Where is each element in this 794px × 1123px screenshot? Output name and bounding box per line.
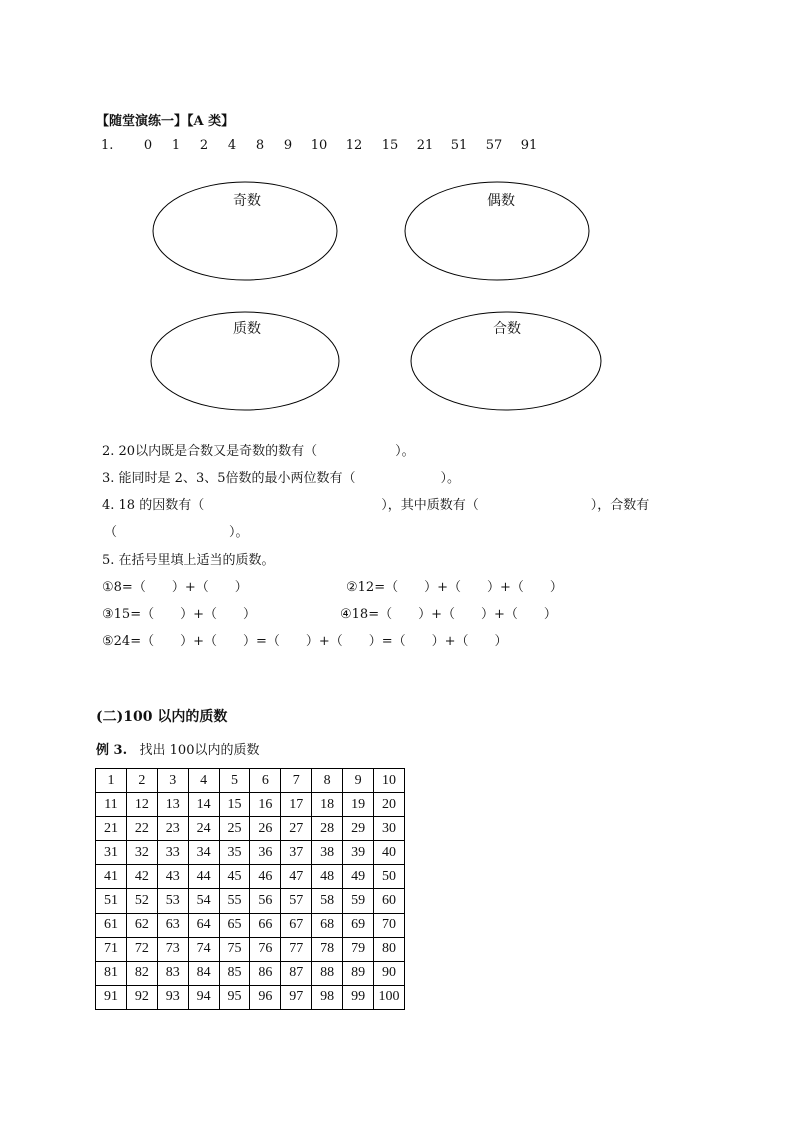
grid-cell: 81 [96, 961, 127, 985]
grid-cell: 58 [312, 889, 343, 913]
grid-cell: 99 [343, 985, 374, 1009]
composite-oval-label: 合数 [493, 321, 521, 337]
grid-cell: 67 [281, 913, 312, 937]
grid-cell: 9 [343, 769, 374, 793]
grid-cell: 98 [312, 985, 343, 1009]
grid-cell: 89 [343, 961, 374, 985]
example-label: 例 3. [96, 743, 128, 758]
grid-cell: 45 [219, 865, 250, 889]
grid-cell: 7 [281, 769, 312, 793]
grid-cell: 85 [219, 961, 250, 985]
grid-cell: 52 [126, 889, 157, 913]
hundred-grid [95, 768, 405, 1010]
equation-1: ①8=（ ）+（ ） [102, 580, 248, 595]
grid-cell: 18 [312, 793, 343, 817]
grid-cell: 48 [312, 865, 343, 889]
grid-cell: 76 [250, 937, 281, 961]
grid-cell: 82 [126, 961, 157, 985]
grid-cell: 12 [126, 793, 157, 817]
q1-number: 0 [143, 138, 153, 153]
q1-number: 21 [416, 138, 434, 153]
q1-number: 57 [485, 138, 503, 153]
grid-cell: 71 [96, 937, 127, 961]
grid-cell: 72 [126, 937, 157, 961]
grid-cell: 28 [312, 817, 343, 841]
grid-cell: 24 [188, 817, 219, 841]
grid-cell: 66 [250, 913, 281, 937]
grid-cell: 100 [374, 985, 405, 1009]
grid-cell: 95 [219, 985, 250, 1009]
even-oval-label: 偶数 [487, 193, 515, 209]
grid-cell: 29 [343, 817, 374, 841]
q1-number: 51 [450, 138, 468, 153]
grid-cell: 59 [343, 889, 374, 913]
grid-cell: 36 [250, 841, 281, 865]
grid-cell: 91 [96, 985, 127, 1009]
grid-cell: 57 [281, 889, 312, 913]
grid-cell: 31 [96, 841, 127, 865]
example-3 [96, 739, 259, 758]
grid-cell: 83 [157, 961, 188, 985]
q1-number: 91 [520, 138, 538, 153]
grid-cell: 8 [312, 769, 343, 793]
grid-cell: 49 [343, 865, 374, 889]
q1-number: 8 [255, 138, 265, 153]
grid-cell: 68 [312, 913, 343, 937]
grid-cell: 40 [374, 841, 405, 865]
grid-row [96, 793, 405, 817]
grid-cell: 60 [374, 889, 405, 913]
grid-cell: 32 [126, 841, 157, 865]
question-2: 2. 20以内既是合数又是奇数的数有（ ）。 [102, 444, 415, 459]
q1-number: 4 [227, 138, 237, 153]
grid-cell: 97 [281, 985, 312, 1009]
classification-ovals [0, 0, 794, 440]
grid-cell: 39 [343, 841, 374, 865]
grid-cell: 35 [219, 841, 250, 865]
grid-cell: 37 [281, 841, 312, 865]
q1-label: 1. [101, 138, 114, 153]
grid-cell: 34 [188, 841, 219, 865]
grid-cell: 33 [157, 841, 188, 865]
grid-cell: 14 [188, 793, 219, 817]
grid-cell: 77 [281, 937, 312, 961]
equation-2: ②12=（ ）+（ ）+（ ） [346, 580, 563, 595]
grid-row [96, 961, 405, 985]
grid-cell: 90 [374, 961, 405, 985]
question-4-continued: （ ）。 [104, 525, 249, 540]
grid-cell: 11 [96, 793, 127, 817]
grid-cell: 16 [250, 793, 281, 817]
grid-cell: 17 [281, 793, 312, 817]
grid-row [96, 913, 405, 937]
grid-cell: 93 [157, 985, 188, 1009]
grid-cell: 56 [250, 889, 281, 913]
grid-cell: 78 [312, 937, 343, 961]
grid-cell: 92 [126, 985, 157, 1009]
grid-cell: 73 [157, 937, 188, 961]
grid-cell: 69 [343, 913, 374, 937]
section-header: 【随堂演练一】【A 类】 [96, 114, 235, 129]
grid-cell: 23 [157, 817, 188, 841]
grid-cell: 1 [96, 769, 127, 793]
q1-number: 9 [283, 138, 293, 153]
grid-cell: 41 [96, 865, 127, 889]
grid-cell: 20 [374, 793, 405, 817]
grid-cell: 44 [188, 865, 219, 889]
grid-row [96, 817, 405, 841]
grid-cell: 55 [219, 889, 250, 913]
grid-cell: 21 [96, 817, 127, 841]
grid-cell: 84 [188, 961, 219, 985]
grid-cell: 38 [312, 841, 343, 865]
example-text: 找出 100以内的质数 [139, 743, 260, 758]
equation-5: ⑤24=（ ）+（ ）=（ ）+（ ）=（ ）+（ ） [102, 634, 508, 649]
grid-cell: 62 [126, 913, 157, 937]
q1-number: 2 [199, 138, 209, 153]
grid-cell: 51 [96, 889, 127, 913]
grid-cell: 6 [250, 769, 281, 793]
equation-4: ④18=（ ）+（ ）+（ ） [340, 607, 557, 622]
grid-cell: 65 [219, 913, 250, 937]
grid-cell: 64 [188, 913, 219, 937]
grid-cell: 27 [281, 817, 312, 841]
equation-3: ③15=（ ）+（ ） [102, 607, 256, 622]
grid-cell: 47 [281, 865, 312, 889]
grid-cell: 10 [374, 769, 405, 793]
grid-cell: 43 [157, 865, 188, 889]
grid-cell: 5 [219, 769, 250, 793]
grid-cell: 15 [219, 793, 250, 817]
odd-oval-label: 奇数 [233, 193, 261, 209]
grid-cell: 87 [281, 961, 312, 985]
grid-cell: 25 [219, 817, 250, 841]
q1-number: 12 [345, 138, 363, 153]
grid-cell: 94 [188, 985, 219, 1009]
grid-cell: 13 [157, 793, 188, 817]
grid-cell: 4 [188, 769, 219, 793]
section-b-heading: (二)100 以内的质数 [96, 709, 228, 725]
question-4: 4. 18 的因数有（ ），其中质数有（ ），合数有 [102, 498, 650, 513]
question-3: 3. 能同时是 2、3、5倍数的最小两位数有（ ）。 [102, 471, 460, 486]
grid-row [96, 841, 405, 865]
grid-row [96, 889, 405, 913]
grid-cell: 50 [374, 865, 405, 889]
prime-oval-label: 质数 [233, 321, 261, 337]
grid-cell: 86 [250, 961, 281, 985]
grid-cell: 3 [157, 769, 188, 793]
grid-cell: 19 [343, 793, 374, 817]
grid-cell: 30 [374, 817, 405, 841]
q1-number: 1 [171, 138, 181, 153]
question-5-title: 5. 在括号里填上适当的质数。 [102, 553, 275, 568]
grid-cell: 79 [343, 937, 374, 961]
grid-cell: 74 [188, 937, 219, 961]
grid-cell: 26 [250, 817, 281, 841]
grid-cell: 70 [374, 913, 405, 937]
grid-row [96, 769, 405, 793]
grid-row [96, 865, 405, 889]
grid-cell: 75 [219, 937, 250, 961]
q1-number: 10 [310, 138, 328, 153]
grid-cell: 22 [126, 817, 157, 841]
grid-row [96, 937, 405, 961]
q1-number: 15 [381, 138, 399, 153]
grid-row [96, 985, 405, 1009]
grid-cell: 53 [157, 889, 188, 913]
grid-cell: 61 [96, 913, 127, 937]
grid-cell: 2 [126, 769, 157, 793]
grid-cell: 54 [188, 889, 219, 913]
grid-cell: 46 [250, 865, 281, 889]
grid-cell: 42 [126, 865, 157, 889]
grid-cell: 63 [157, 913, 188, 937]
grid-cell: 80 [374, 937, 405, 961]
grid-cell: 96 [250, 985, 281, 1009]
grid-cell: 88 [312, 961, 343, 985]
